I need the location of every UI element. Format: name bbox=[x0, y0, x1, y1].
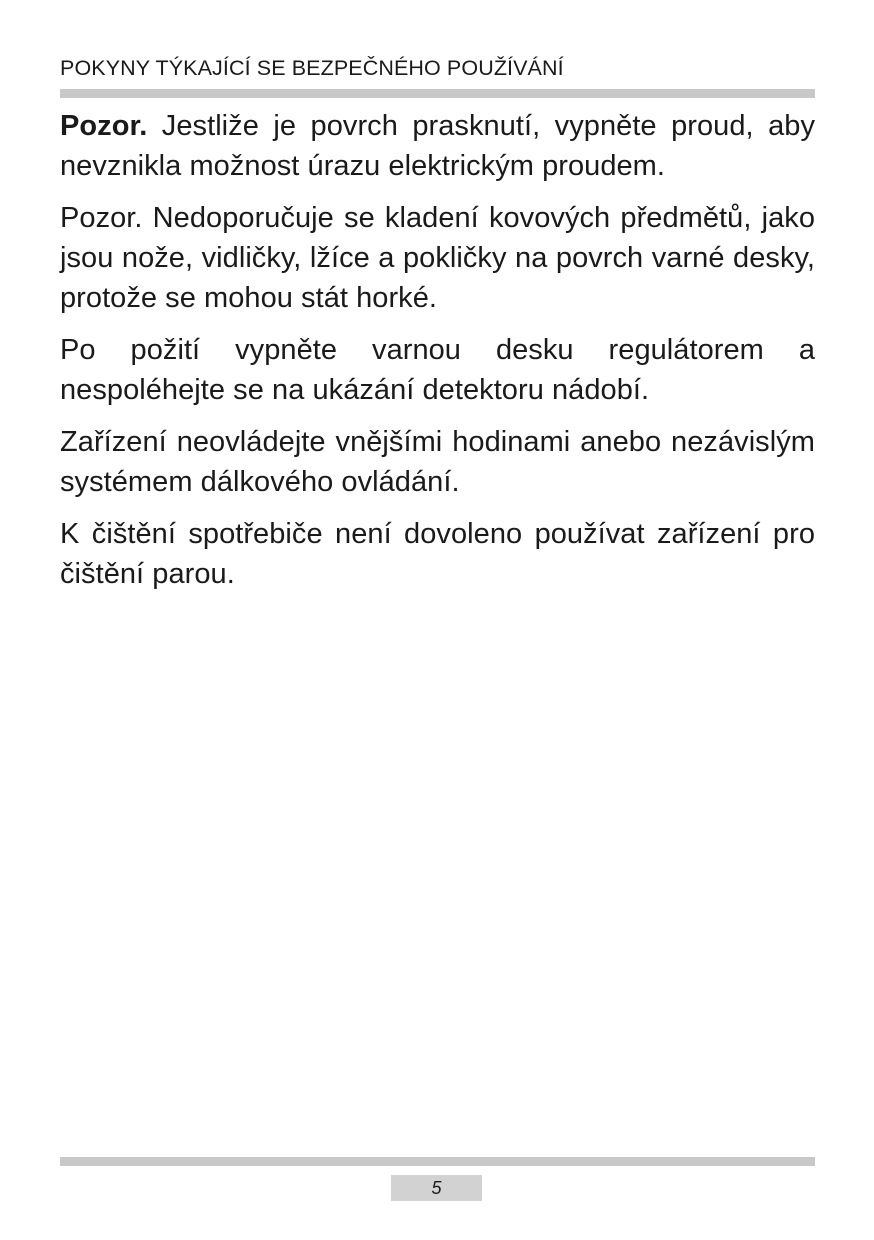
paragraph-steam-cleaning: K čištění spotřebiče není dovoleno používat zařízení pro čištění parou. bbox=[60, 518, 815, 590]
warning-lead: Pozor. bbox=[60, 110, 148, 142]
page-number: 5 bbox=[391, 1175, 482, 1201]
paragraph-metal-objects: Pozor. Nedoporučuje se kladení kovových předmětů, jako jsou nože, vidličky, lžíce a pokličky na povrch varné desky, protože se mohou stát horké. bbox=[60, 202, 815, 314]
paragraph-external-timer: Zařízení neovládejte vnějšími hodinami anebo nezávislým systémem dálkového ovládání. bbox=[60, 426, 815, 498]
page-title: POKYNY TÝKAJÍCÍ SE BEZPEČNÉHO POUŽÍVÁNÍ bbox=[60, 56, 564, 80]
header-divider bbox=[60, 89, 815, 98]
paragraph-switch-off: Po požití vypněte varnou desku regulátorem a nespoléhejte se na ukázání detektoru nádobí. bbox=[60, 334, 815, 406]
paragraph-text: Jestliže je povrch prasknutí, vypněte proud, aby nevznikla možnost úrazu elektrickým proudem. bbox=[60, 110, 815, 182]
footer-divider bbox=[60, 1157, 815, 1166]
paragraph-crack-warning bbox=[60, 106, 815, 186]
safety-instructions bbox=[60, 106, 815, 606]
